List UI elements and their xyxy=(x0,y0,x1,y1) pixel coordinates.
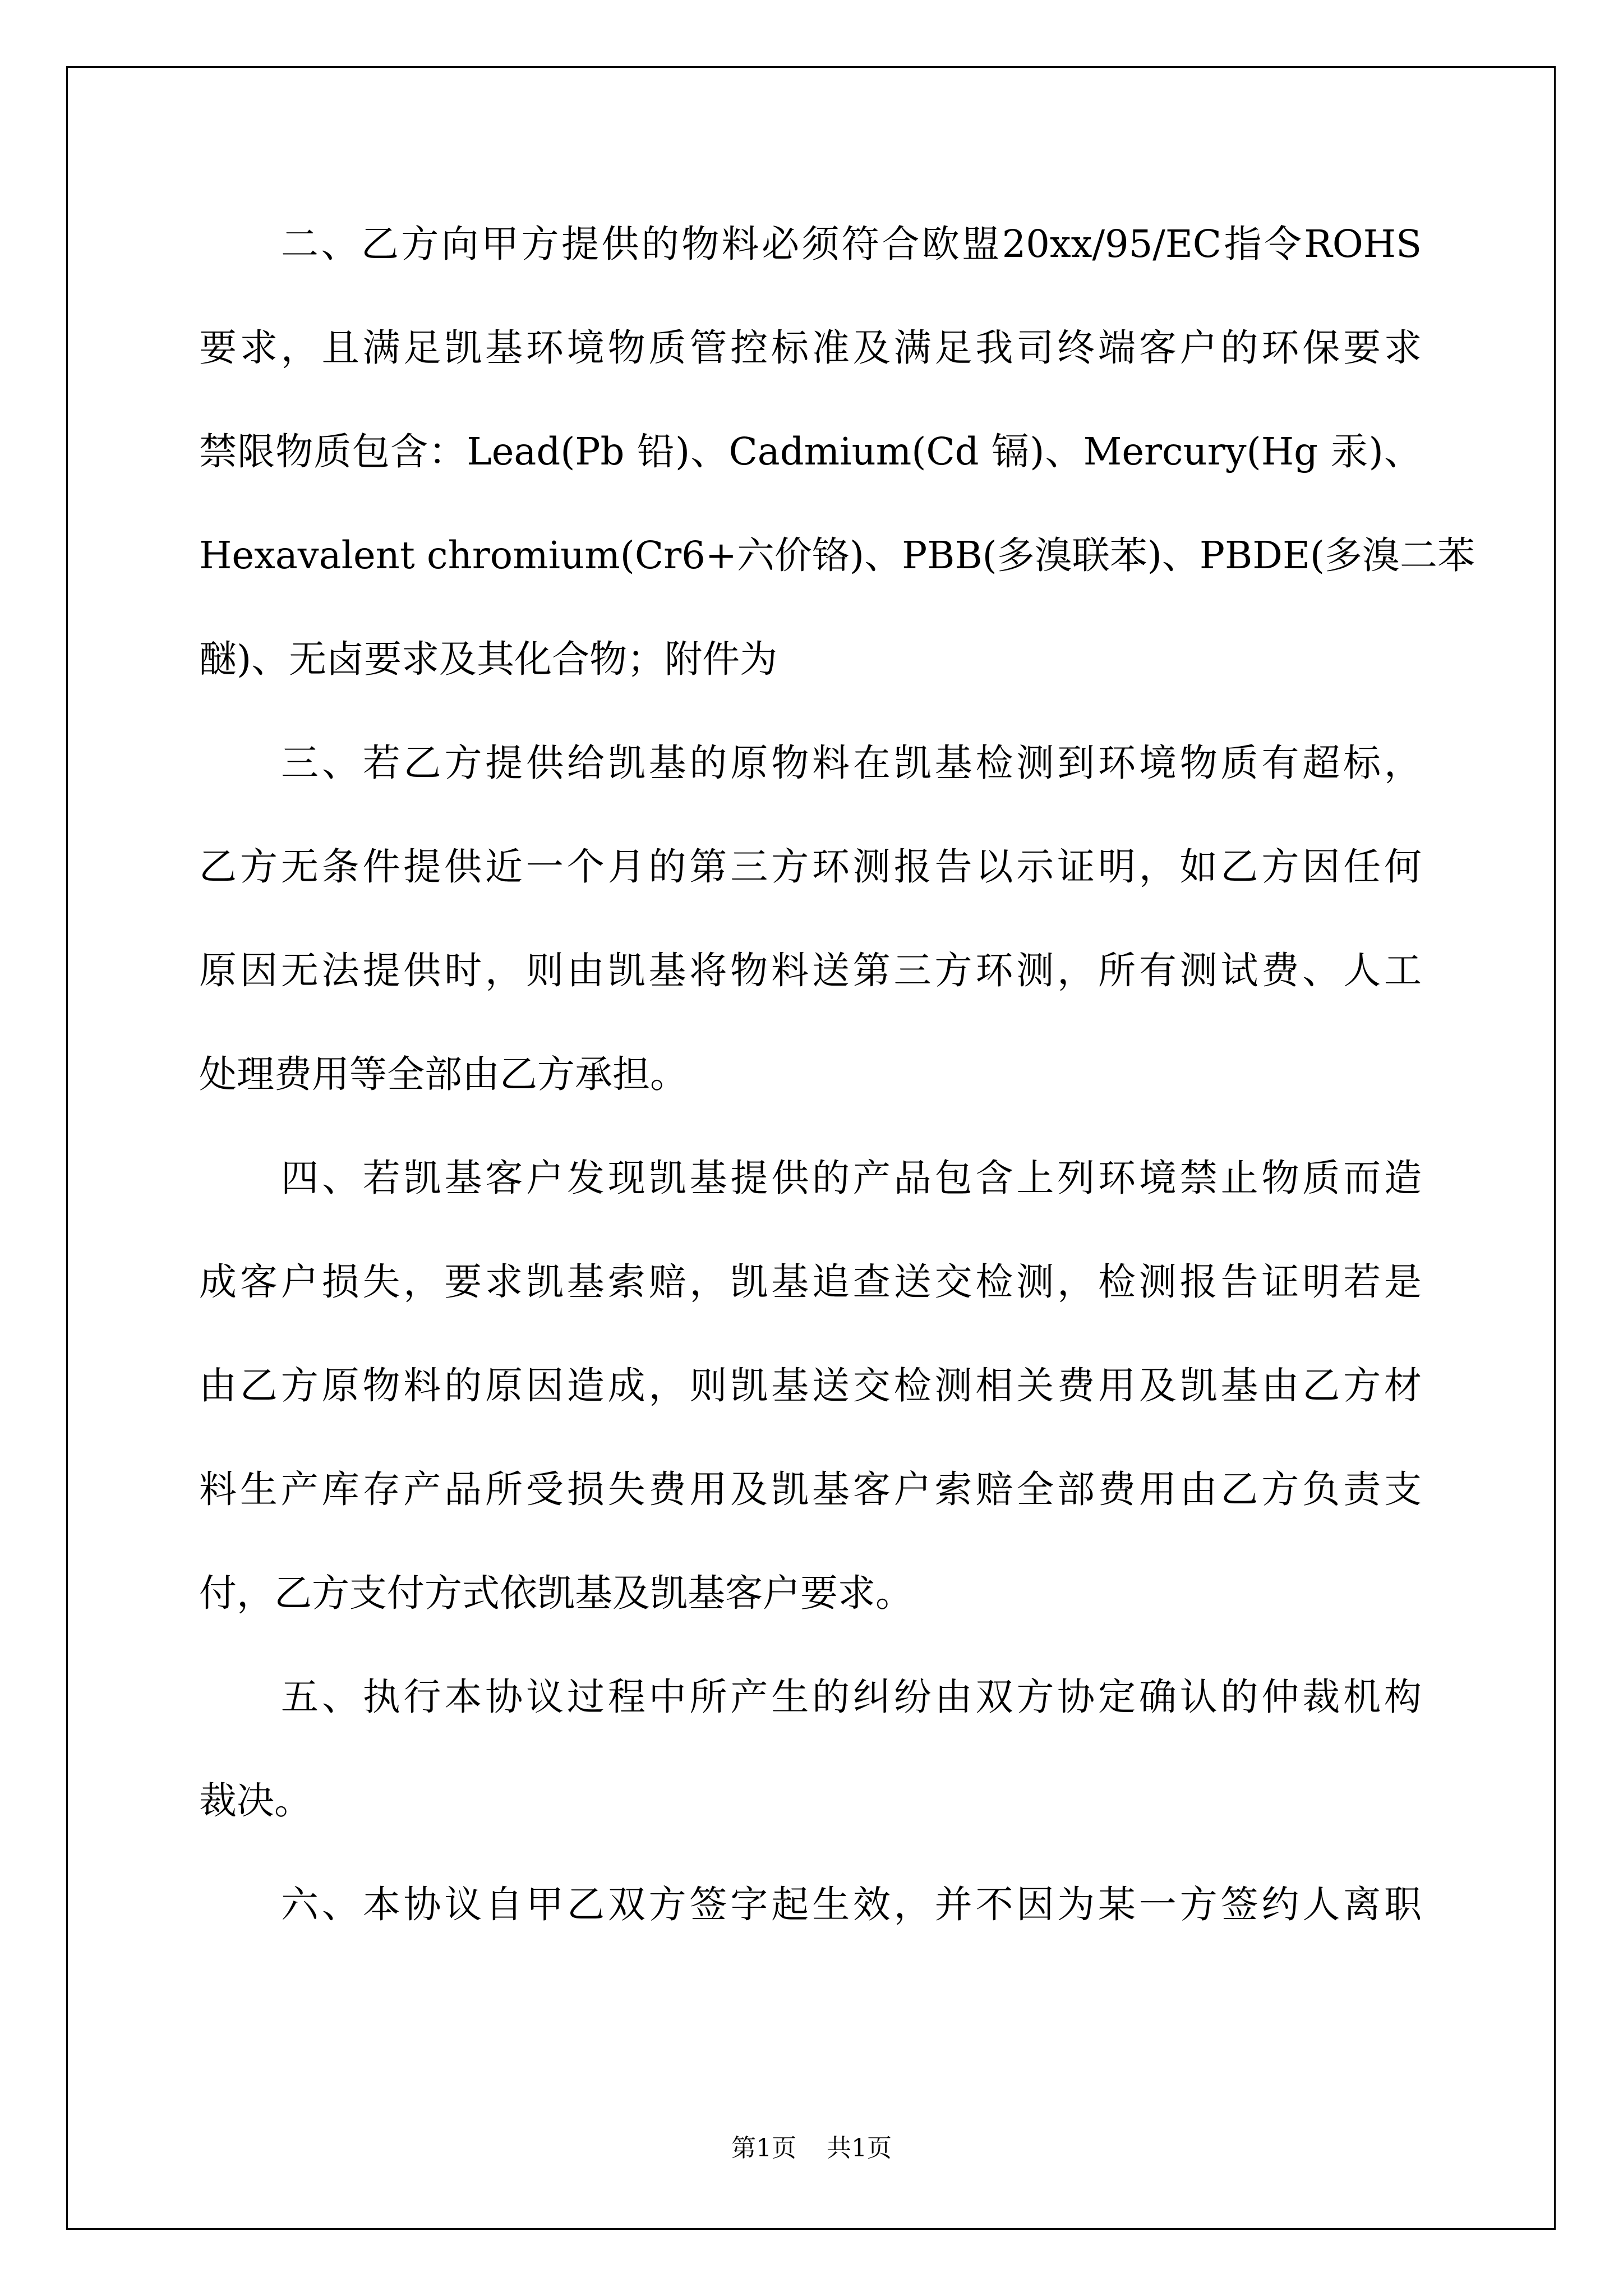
paragraph-2-line-5: 醚)、无卤要求及其化合物；附件为 xyxy=(199,637,778,681)
paragraph-4-line-5: 付，乙方支付方式依凯基及凯基客户要求。 xyxy=(199,1571,913,1615)
paragraph-3-line-3: 原因无法提供时，则由凯基将物料送第三方环测，所有测试费、人工 xyxy=(199,949,1422,992)
paragraph-2-line-1: 二、乙方向甲方提供的物料必须符合欧盟20xx/95/EC指令ROHS xyxy=(281,222,1422,266)
paragraph-4-line-2: 成客户损失，要求凯基索赔，凯基追查送交检测，检测报告证明若是 xyxy=(199,1260,1422,1304)
paragraph-2-line-4: Hexavalent chromium(Cr6+六价铬)、PBB(多溴联苯)、PBDE(多溴二苯 xyxy=(199,533,1475,577)
paragraph-4-line-1: 四、若凯基客户发现凯基提供的产品包含上列环境禁止物质而造 xyxy=(281,1156,1422,1200)
paragraph-2-line-2: 要求，且满足凯基环境物质管控标准及满足我司终端客户的环保要求 xyxy=(199,326,1422,370)
paragraph-5-line-1: 五、执行本协议过程中所产生的纠纷由双方协定确认的仲裁机构 xyxy=(281,1675,1422,1719)
paragraph-3-line-1: 三、若乙方提供给凯基的原物料在凯基检测到环境物质有超标， xyxy=(281,741,1422,785)
paragraph-6-line-1: 六、本协议自甲乙双方签字起生效，并不因为某一方签约人离职 xyxy=(281,1883,1422,1926)
paragraph-4-line-3: 由乙方原物料的原因造成，则凯基送交检测相关费用及凯基由乙方材 xyxy=(199,1364,1422,1407)
paragraph-5-line-2: 裁决。 xyxy=(199,1779,312,1823)
page-number: 第1页 xyxy=(731,2134,796,2162)
page-total: 共1页 xyxy=(827,2134,892,2162)
paragraph-2-line-3: 禁限物质包含：Lead(Pb 铅)、Cadmium(Cd 镉)、Mercury(Hg 汞)、 xyxy=(199,430,1422,473)
paragraph-3-line-2: 乙方无条件提供近一个月的第三方环测报告以示证明，如乙方因任何 xyxy=(199,845,1422,889)
paragraph-3-line-4: 处理费用等全部由乙方承担。 xyxy=(199,1052,688,1096)
paragraph-4-line-4: 料生产库存产品所受损失费用及凯基客户索赔全部费用由乙方负责支 xyxy=(199,1467,1422,1511)
page-footer xyxy=(0,2132,1623,2165)
